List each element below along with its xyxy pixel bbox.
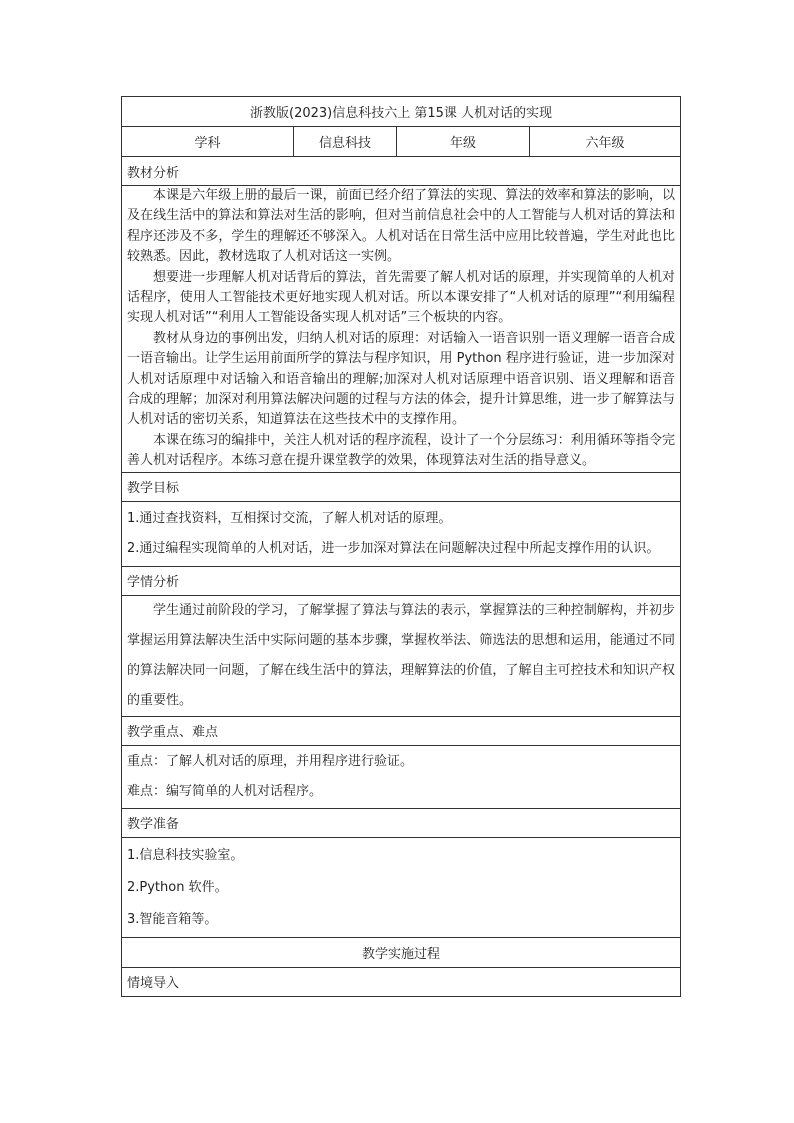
textbook-analysis-body <box>122 186 681 473</box>
preparation-item: 1.信息科技实验室。 <box>127 847 244 863</box>
info-row <box>122 127 681 157</box>
preparation-item: 3.智能音箱等。 <box>127 911 218 927</box>
analysis-paragraph: 教材从身边的事例出发，归纳人机对话的原理：对话输入一语音识别一语义理解一语音合成一语音输出。让学生运用前面所学的算法与程序知识，用 Python 程序进行验证，进一步加深对人机对话原理中对话输入和语音输出的理解;加深对人机对话原理中语音识别、语义理解和语音合成的理解；加深对利用算法解决问题的过程与方法的体会，提升计算思维，进一步了解算法与人机对话的密切关系，知道算法在这些技术中的支撑作用。 <box>127 330 676 428</box>
grade-label: 年级 <box>397 127 530 157</box>
analysis-paragraph: 想要进一步理解人机对话背后的算法，首先需要了解人机对话的原理，并实现简单的人机对话程序，使用人工智能技术更好地实现人机对话。所以本课安排了“人机对话的原理”“利用编程实现人机对话”“利用人工智能设备实现人机对话”三个板块的内容。 <box>127 269 676 326</box>
section-heading-process: 教学实施过程 <box>122 937 681 967</box>
grade-value: 六年级 <box>530 127 681 157</box>
section-heading-textbook-analysis: 教材分析 <box>122 157 681 186</box>
preparation-body <box>122 837 681 937</box>
section-heading-key-points: 教学重点、难点 <box>122 716 681 745</box>
process-first-section: 情境导入 <box>122 967 681 996</box>
document-title: 浙教版(2023)信息科技六上 第15课 人机对话的实现 <box>122 97 681 127</box>
preparation-item: 2.Python 软件。 <box>127 879 228 895</box>
analysis-paragraph: 本课是六年级上册的最后一课，前面已经介绍了算法的实现、算法的效率和算法的影响，以及在线生活中的算法和算法对生活的影响，但对当前信息社会中的人工智能与人机对话的算法和程序还涉及不多，学生的理解还不够深入。人机对话在日常生活中应用比较普遍，学生对此也比较熟悉。因此，教材选取了人机对话这一实例。 <box>127 188 676 265</box>
objective-item: 1.通过查找资料，互相探讨交流，了解人机对话的原理。 <box>127 510 452 526</box>
section-heading-objectives: 教学目标 <box>122 472 681 501</box>
objectives-body <box>122 501 681 566</box>
section-heading-learner-analysis: 学情分析 <box>122 566 681 595</box>
analysis-paragraph: 本课在练习的编排中，关注人机对话的程序流程，设计了一个分层练习：利用循环等指令完善人机对话程序。本练习意在提升课堂教学的效果，体现算法对生活的指导意义。 <box>127 432 676 469</box>
key-point-difficulty: 难点：编写简单的人机对话程序。 <box>127 783 323 799</box>
section-heading-preparation: 教学准备 <box>122 808 681 837</box>
learner-analysis-body: 学生通过前阶段的学习，了解掌握了算法与算法的表示，掌握算法的三种控制解构，并初步掌握运用算法解决生活中实际问题的基本步骤，掌握枚举法、筛选法的思想和运用，能通过不同的算法解决同一问题，了解在线生活中的算法，理解算法的价值，了解自主可控技术和知识产权的重要性。 <box>122 595 681 716</box>
lesson-plan-table <box>121 96 681 997</box>
key-point-focus: 重点：了解人机对话的原理，并用程序进行验证。 <box>127 753 414 769</box>
subject-value: 信息科技 <box>294 127 397 157</box>
subject-label: 学科 <box>122 127 294 157</box>
objective-item: 2.通过编程实现简单的人机对话，进一步加深对算法在问题解决过程中所起支撑作用的认识。 <box>127 540 660 556</box>
key-points-body <box>122 745 681 808</box>
